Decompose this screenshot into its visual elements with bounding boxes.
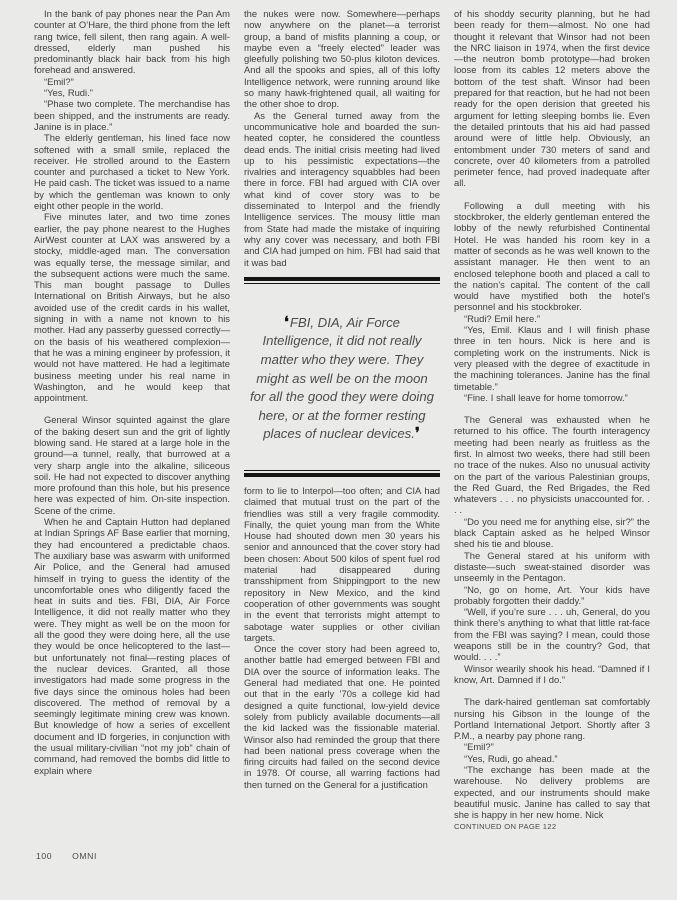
paragraph: “Yes, Emil. Klaus and I will finish phase three in ten hours. Nick is here and is completing work on the instruments. Nick is very pleased with the degree of exactitude in the machining tolerances. Janine has the final timetable.” — [454, 324, 650, 392]
paragraph: As the General turned away from the uncommunicative hole and boarded the sun-heated copter, he considered the countless dead ends. The initial crisis meeting had lived up to his pessimistic expectations—the rivalries and interagency squabbles had been there in force. FBI had argued with CIA over what kind of cover story was to be disseminated to Interpol and the friendly Intelligence services. The mousy little man from State had made the mistake of inquiring why any cover was necessary, and both FBI and CIA had jumped on him. FBI had said that it was bad — [244, 109, 440, 268]
paragraph: “Fine. I shall leave for home tomorrow.” — [464, 391, 628, 403]
open-quote-icon: ❛ — [284, 313, 290, 331]
magazine-name: OMNI — [72, 851, 97, 861]
pull-quote-body: FBI, DIA, Air Force Intelligence, it did not really matter who they were. They might as well be on the moon for all the good they were doing here, or at the former resting places of nuclear devices. — [249, 314, 434, 442]
paragraph: “Emil?” — [464, 741, 494, 753]
continued-notice: CONTINUED ON PAGE 122 — [454, 822, 557, 832]
paragraph: “Rudi? Emil here.” — [464, 312, 540, 324]
column3-text — [454, 8, 650, 820]
paragraph: “Emil?” — [44, 75, 74, 87]
paragraph: “The exchange has been made at the warehouse. No delivery problems are expected, and our instruments should make beautiful music. Janine has called to say that she is happy in her new home. Nick — [454, 764, 650, 821]
paragraph: Five minutes later, and two time zones earlier, the pay phone nearest to the Hughes AirWest counter at LAX was answered by a stocky, middle-aged man. The conversation was equally terse, the message similar, and the subsequent actions were much the same. This man bought passage to Dulles International on British Airways, but he also avoided use of the credit cards in his wallet, signing in with a name not known to his mother. Had any passerby guessed correctly—on the basis of his weathered complexion—that he was a mining engineer by profession, it would not have mattered. He had a legitimate business meeting under his real name in Washington, and he would keep that appointment. — [34, 211, 230, 404]
paragraph: The elderly gentleman, his lined face now softened with a small smile, replaced the receiver. He strolled around to the Eastern counter and purchased a ticket to New York. He paid cash. The ticket was issued to a name by which the gentleman was known to only eight other people in the world. — [34, 132, 230, 212]
paragraph: “Yes, Rudi.” — [44, 87, 93, 99]
paragraph: General Winsor squinted against the glare of the baking desert sun and the grit of lightly blowing sand. He stared at a large hole in the ground—a tunnel, really, that burrowed at a very sharp angle into the alkaline, siliceous soil. He had not expected to discover anything more profound than this hole, but his presence here was expected of him. On-site inspection. Scene of the crime. — [34, 414, 230, 516]
paragraph: Once the cover story had been agreed to, another battle had emerged between FBI and DIA over the source of information leaks. The General had mediated that one. He pointed out that in the early ’70s a college kid had designed a quite functional, low-yield device solely from publicly available documents—all the kid lacked was the fissionable material. Winsor also had reminded the group that there had been national press coverage when the firing circuits had failed on the second device in 1978. Of course, all warring factions had then turned on the General for a justification — [244, 643, 440, 790]
paragraph: In the bank of pay phones near the Pan Am counter at O’Hare, the third phone from the left rang twice, fell silent, then rang again. A well-dressed, elderly man pushed his predominantly black hair back from his high forehead and answered. — [34, 8, 230, 76]
text-column-1 — [34, 8, 230, 900]
paragraph: Winsor wearily shook his head. “Damned if I know, Art. Damned if I do.” — [454, 662, 650, 685]
page-number: 100 — [36, 851, 53, 861]
paragraph: “Do you need me for anything else, sir?” the black Captain asked as he helped Winsor shed his tie and blouse. — [454, 515, 650, 550]
paragraph: “Yes, Rudi, go ahead.” — [464, 752, 558, 764]
close-quote-icon: ❜ — [414, 425, 421, 443]
pull-quote — [244, 277, 440, 477]
column2-bottom-text — [244, 485, 440, 790]
paragraph: “Phase two complete. The merchandise has been shipped, and the instruments are ready. Janine is in place.” — [34, 98, 230, 132]
paragraph: When he and Captain Hutton had deplaned at Indian Springs AF Base earlier that morning, they had encountered a predictable chaos. The auxiliary base was aswarm with uniformed Air Police, and the General had amused himself in trying to guess the identity of the uncomfortable ones who diligently faced the heat in suits and ties. FBI, DIA, Air Force Intelligence, it did not really matter who they were. They might as well be on the moon for all the good they were doing here, all the use they would be once helicoptered to the last—but unfortunately not final—resting places of the nuclear devices. Granted, all those investigators had made some progress in the five days since the ominous holes had been discovered. The method of removal by a seemingly legitimate mining crew was known. But knowledge of how a series of excellent document and ID forgeries, in conjunction with the usual military-civilian “not my job” chain of command, had removed the bombs did little to explain where — [34, 516, 230, 776]
paragraph: “Well, if you’re sure . . . uh, General, do you think there’s anything to what that little rat-face from the FBI was saying? I mean, could those weapons still be in the country? God, that would. . . .” — [454, 606, 650, 663]
paragraph: The dark-haired gentleman sat comfortably nursing his Gibson in the lounge of the Portland International Jetport. Shortly after 3 P.M., a nearby pay phone rang. — [454, 696, 650, 742]
paragraph: “No, go on home, Art. Your kids have probably forgotten their daddy.” — [454, 583, 650, 606]
paragraph: the nukes were now. Somewhere—perhaps now anywhere on the planet—a terrorist group, a band of misfits planning a coup, or maybe even a “freely elected” leader was gleefully polishing two 50-plus kiloton devices. And all the spooks and spies, all of this lofty Intelligence network, were running around like so many hawk-frightened quail, all waiting for the other shoe to drop. — [244, 8, 440, 110]
text-column-2 — [244, 8, 440, 900]
paragraph: The General stared at his uniform with distaste—such sweat-stained disorder was unseemly in the Pentagon. — [454, 549, 650, 584]
divider-rule-bottom — [244, 470, 440, 477]
paragraph: form to lie to Interpol—too often; and CIA had claimed that mutual trust on the part of the friendlies was still a very fragile commodity. Finally, the quiet young man from the White House had shouted down men 30 years his senior and announced that the cover story had been chosen: About 500 kilos of spent fuel rod material had disappeared during transshipment from Shippingport to the new repository in New Mexico, and the kind cooperation of other governments was sought in the event that terrorists might attempt to sabotage water supplies or other civilian targets. — [244, 484, 440, 643]
paragraph: Following a dull meeting with his stockbroker, the elderly gentleman entered the lobby of the newly refurbished Continental Hotel. He was handed his room key in a matter of seconds as he was well known to the assistant manager. He then went to an enclosed telephone booth and placed a call to the nation’s capital. The content of the call would have mystified both the hotel’s personnel and his stockbroker. — [454, 199, 650, 313]
paragraph: The General was exhausted when he returned to his office. The fourth interagency meeting had been nearly as fruitless as the first. In almost two weeks, there had still been no trace of the nukes. Also no unusual activity on the part of the various Palestinian groups, the Red Guard, the Red Brigades, the Red whatevers . . . no physicists unaccounted for. . . . — [454, 414, 650, 516]
divider-rule-top — [244, 277, 440, 284]
pull-quote-text — [244, 284, 440, 470]
page-footer — [36, 851, 97, 861]
text-column-3 — [454, 8, 650, 900]
paragraph: of his shoddy security planning, but he had been ready for them—almost. No one had thought it relevant that Winsor had not been the NRC liaison in 1974, when the first device—the neutron bomb prototype—had broken loose from its cables 12 meters above the bottom of the test shaft. Winsor had been prepared for that reaction, but he had not been ready for the open derision that greeted his argument for letting sleeping bombs lie. Even the detailed printouts that his aid had passed around were of little help. Obviously, an entombment under 730 meters of sand and concrete, over 40 kilometers from a patrolled perimeter fence, had proved inadequate after all. — [454, 8, 650, 189]
column2-top-text — [244, 8, 440, 268]
